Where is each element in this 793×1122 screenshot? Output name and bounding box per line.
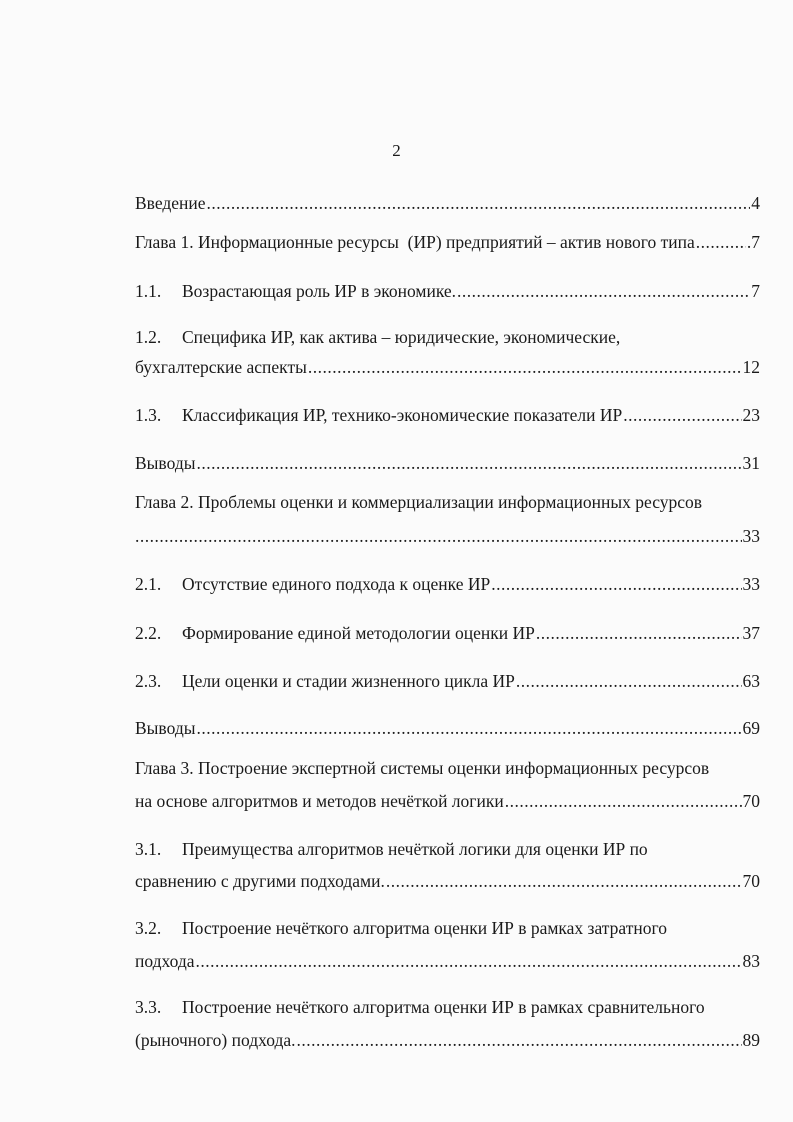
dot-leader <box>696 231 746 253</box>
toc-section-number: 1.3. <box>135 405 162 425</box>
toc-entry-section-2-3 <box>135 670 760 692</box>
toc-entry-title: Преимущества алгоритмов нечёткой логики для оценки ИР по <box>182 839 648 859</box>
toc-page-number: 69 <box>742 718 760 738</box>
toc-entry-title: Отсутствие единого подхода к оценке ИР <box>182 574 491 594</box>
toc-entry-section-1-2-line2 <box>135 356 760 378</box>
toc-page-number: 70 <box>742 791 760 811</box>
toc-page-number: 31 <box>742 453 760 473</box>
toc-entry-title-continued: сравнению с другими подходами. <box>135 871 385 891</box>
toc-entry-title: Построение нечёткого алгоритма оценки ИР в рамках затратного <box>182 918 667 938</box>
toc-section-number: 2.2. <box>135 623 162 643</box>
dot-leader <box>196 950 742 972</box>
page-number: 2 <box>392 141 401 160</box>
toc-entry-title-continued: на основе алгоритмов и методов нечёткой логики <box>135 791 504 811</box>
toc-page-number: 7 <box>751 281 760 301</box>
toc-section-number: 3.3. <box>135 997 162 1017</box>
toc-entry-title: Классификация ИР, технико-экономические показатели ИР <box>182 405 623 425</box>
toc-page-number: 89 <box>742 1030 760 1050</box>
toc-entry-conclusions-1 <box>135 452 760 474</box>
toc-page-number: 23 <box>742 405 760 425</box>
toc-entry-title: Цели оценки и стадии жизненного цикла ИР <box>182 671 515 691</box>
toc-entry-title-continued: (рыночного) подхода. <box>135 1030 296 1050</box>
toc-entry-chapter-2-line1 <box>135 491 760 513</box>
dot-leader <box>457 280 750 302</box>
toc-entry-section-1-1 <box>135 280 760 302</box>
toc-entry-title: Построение нечёткого алгоритма оценки ИР в рамках сравнительного <box>182 997 705 1017</box>
toc-entry-section-1-3 <box>135 404 760 426</box>
toc-section-number: 2.3. <box>135 671 162 691</box>
toc-page-number: 33 <box>742 574 760 594</box>
toc-entry-title-continued: подхода <box>135 951 195 971</box>
toc-page-number: 83 <box>742 951 760 971</box>
toc-page-number: 37 <box>742 623 760 643</box>
dot-leader <box>386 870 742 892</box>
toc-entry-title: Возрастающая роль ИР в экономике. <box>182 281 457 301</box>
dot-leader <box>196 452 741 474</box>
toc-entry-chapter-1 <box>135 231 760 253</box>
toc-entry-section-2-2 <box>135 622 760 644</box>
toc-section-number: 1.2. <box>135 327 162 347</box>
dot-leader <box>505 790 742 812</box>
dot-leader <box>297 1029 742 1051</box>
toc-entry-title-continued: бухгалтерские аспекты <box>135 357 307 377</box>
toc-entry-section-3-1-line1 <box>135 838 760 860</box>
toc-entry-chapter-3-line2 <box>135 790 760 812</box>
toc-entry-section-3-3-line2 <box>135 1029 760 1051</box>
toc-entry-chapter-3-line1 <box>135 757 760 779</box>
dot-leader <box>536 622 742 644</box>
toc-page-number: 63 <box>742 671 760 691</box>
toc-entry-title: Специфика ИР, как актива – юридические, экономические, <box>182 327 621 347</box>
toc-entry-title: Глава 1. Информационные ресурсы (ИР) предприятий – актив нового типа <box>135 232 695 252</box>
toc-entry-section-3-1-line2 <box>135 870 760 892</box>
toc-entry-section-3-2-line1 <box>135 917 760 939</box>
toc-entry-title: Выводы <box>135 453 196 473</box>
toc-section-number: 3.1. <box>135 839 162 859</box>
dot-leader <box>623 404 741 426</box>
toc-page-number: 4 <box>751 193 760 213</box>
toc-entry-section-3-2-line2 <box>135 950 760 972</box>
dot-leader <box>135 525 742 547</box>
toc-page-number: .7 <box>746 232 760 252</box>
dot-leader <box>207 192 751 214</box>
toc-entry-title: Выводы <box>135 718 196 738</box>
dot-leader <box>308 356 742 378</box>
toc-entry-conclusions-2 <box>135 717 760 739</box>
toc-entry-section-1-2-line1 <box>135 326 760 348</box>
toc-entry-introduction <box>135 192 760 214</box>
toc-entry-section-2-1 <box>135 573 760 595</box>
toc-page-number: 33 <box>742 526 760 546</box>
toc-section-number: 3.2. <box>135 918 162 938</box>
dot-leader <box>516 670 742 692</box>
toc-section-number: 2.1. <box>135 574 162 594</box>
toc-section-number: 1.1. <box>135 281 162 301</box>
toc-entry-title: Введение <box>135 193 206 213</box>
toc-entry-chapter-2-line2 <box>135 525 760 547</box>
toc-page-number: 70 <box>742 871 760 891</box>
toc-entry-title: Глава 3. Построение экспертной системы оценки информационных ресурсов <box>135 758 710 778</box>
toc-entry-section-3-3-line1 <box>135 996 760 1018</box>
toc-page-number: 12 <box>742 357 760 377</box>
toc-entry-title: Формирование единой методологии оценки ИР <box>182 623 535 643</box>
dot-leader <box>491 573 741 595</box>
dot-leader <box>196 717 741 739</box>
toc-entry-title: Глава 2. Проблемы оценки и коммерциализации информационных ресурсов <box>135 492 703 512</box>
